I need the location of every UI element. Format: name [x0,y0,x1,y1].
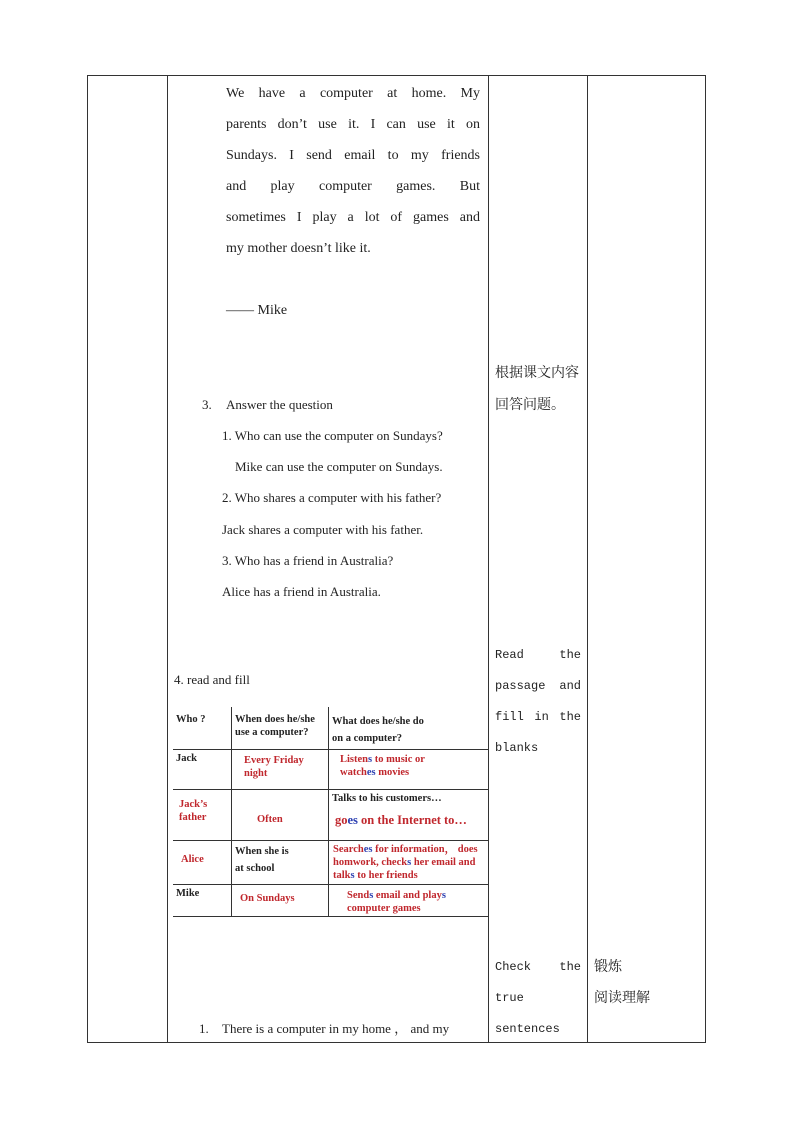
table-row-who: Jack’s father [179,799,208,823]
table-row-when: On Sundays [240,893,295,904]
answer-2: Jack shares a computer with his father. [222,522,424,537]
table-row-what: goes on the Internet to… [335,813,467,827]
note-check-line: true [495,991,524,1005]
passage-line: Sundays. I send email to my friends [226,148,480,163]
table-rule [173,789,489,790]
table-header-when: When does he/she use a computer? [235,714,315,738]
passage-line: We have a computer at home. My [226,86,480,101]
table-rule [173,884,489,885]
passage-author: —— Mike [226,303,288,318]
fill-table [173,707,489,917]
table-header-what: What does he/she do on a computer? [332,716,424,744]
table-rule [173,916,489,917]
sentence-number: 1. [199,1021,209,1036]
table-row-what: Sends email and plays computer games [347,890,446,914]
question-3: 3. Who has a friend in Australia? [222,553,394,568]
table-row-when: Often [257,814,283,825]
section-number: 3. [202,397,212,412]
table-row-when: Every Friday night [244,755,304,779]
purpose-line1: 锻炼 [594,959,622,975]
note-read-line: passage and [495,679,581,693]
read-and-fill-heading: 4. read and fill [174,672,250,687]
column-divider-1 [167,75,168,1043]
note-read-line: blanks [495,741,539,755]
table-row-when-given: When she is at school [235,846,289,874]
table-row-what: Searches for information， does homwork, checks her email and talks to her friends [333,844,478,881]
note-answer-line2: 回答问题。 [495,397,565,413]
sentence-text: There is a computer in my home ， and my [222,1021,450,1036]
question-2: 2. Who shares a computer with his father? [222,490,442,505]
passage-line: parents don’t use it. I can use it on [226,117,480,132]
note-check-line: Check the [495,960,581,974]
passage-line: my mother doesn’t like it. [226,241,371,256]
table-rule [173,840,489,841]
purpose-line2: 阅读理解 [594,990,650,1006]
note-check-line: sentences [495,1022,560,1036]
column-divider-3 [587,75,588,1043]
answer-3: Alice has a friend in Australia. [222,584,381,599]
table-row-what-given: Talks to his customers… [332,793,442,804]
table-header-who: Who ? [176,714,206,725]
table-rule [173,749,489,750]
note-answer-line1: 根据课文内容 [495,365,579,381]
question-1: 1. Who can use the computer on Sundays? [222,428,443,443]
section-heading: Answer the question [226,397,333,412]
table-rule [328,707,329,917]
answer-1: Mike can use the computer on Sundays. [235,459,443,474]
table-row-who: Jack [176,753,197,764]
passage-line: and play computer games. But [226,179,480,194]
note-read-line: Read the [495,648,581,662]
table-row-what: Listens to music or watches movies [340,754,425,778]
table-row-who: Mike [176,888,200,899]
note-read-line: fill in the [495,710,582,724]
passage-line: sometimes I play a lot of games and [226,210,480,225]
table-row-who: Alice [181,854,204,865]
table-rule [231,707,232,917]
